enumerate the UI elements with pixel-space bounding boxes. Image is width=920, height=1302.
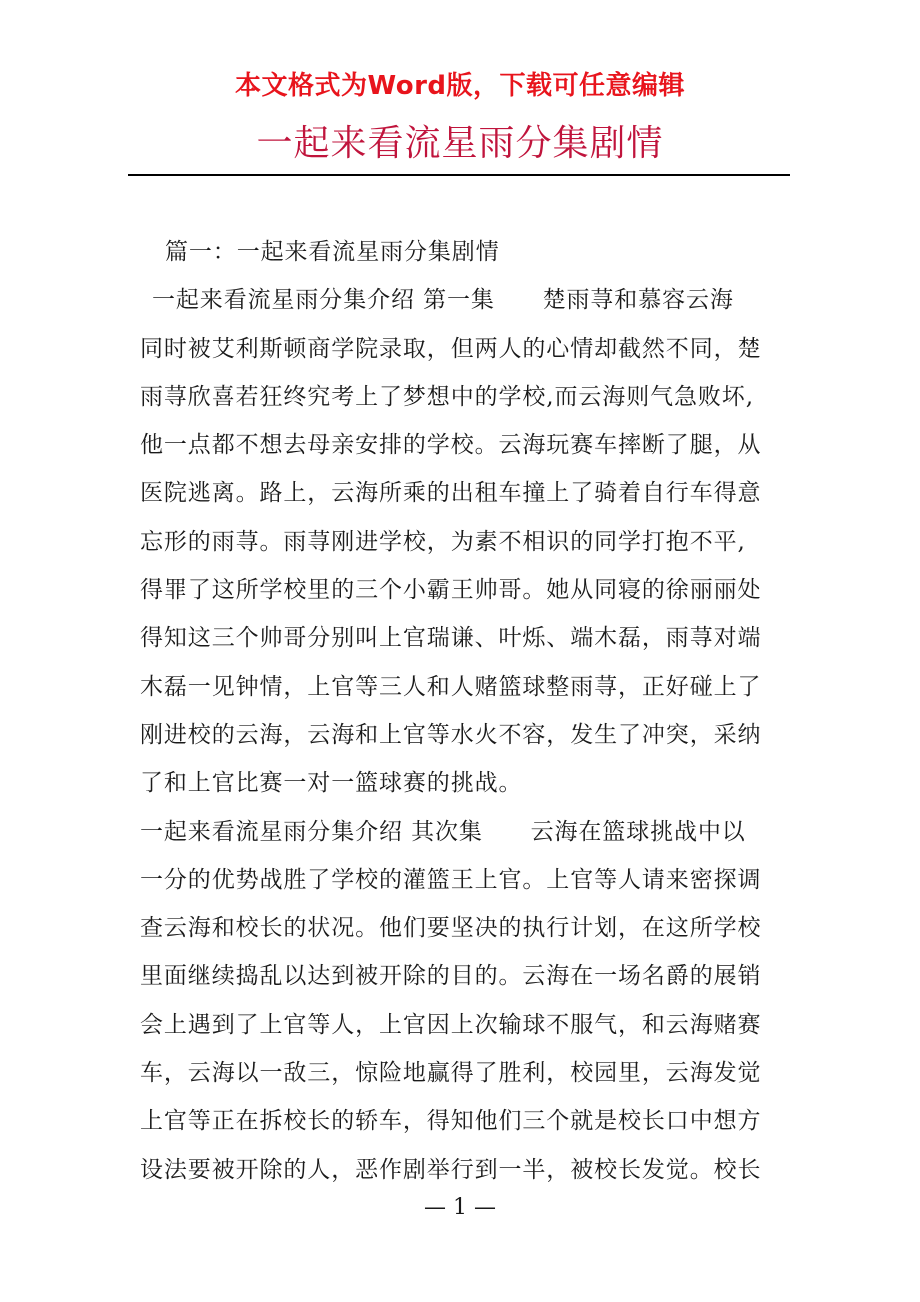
text-line: 得罪了这所学校里的三个小霸王帅哥。她从同寝的徐丽丽处	[140, 577, 762, 604]
text-line: 设法要被开除的人，恶作剧举行到一半，被校长发觉。校长	[140, 1156, 762, 1183]
text-line: 会上遇到了上官等人，上官因上次输球不服气，和云海赌赛	[140, 1011, 762, 1038]
text-line: 木磊一见钟情，上官等三人和人赌篮球整雨荨，正好碰上了	[140, 673, 762, 700]
document-title: 一起来看流星雨分集剧情	[256, 123, 664, 164]
text-line: 查云海和校长的状况。他们要坚决的执行计划，在这所学校	[140, 915, 762, 942]
text-line: 医院逃离。路上，云海所乘的出租车撞上了骑着自行车得意	[140, 480, 762, 507]
text-line: 刚进校的云海，云海和上官等水火不容，发生了冲突，采纳	[140, 721, 762, 748]
text-line: 雨荨欣喜若狂终究考上了梦想中的学校,而云海则气急败坏,	[140, 383, 754, 410]
episode-1-intro-line: 一起来看流星雨分集介绍 第一集 楚雨荨和慕容云海	[152, 287, 734, 314]
text-line: 忘形的雨荨。雨荨刚进学校，为素不相识的同学打抱不平,	[140, 528, 746, 555]
text-line: 车，云海以一敌三，惊险地赢得了胜利，校园里，云海发觉	[140, 1060, 762, 1087]
text-line: 了和上官比赛一对一篮球赛的挑战。	[140, 770, 523, 797]
text-line: 同时被艾利斯顿商学院录取，但两人的心情却截然不同，楚	[140, 335, 762, 362]
page-number: — 1 —	[424, 1195, 496, 1220]
document-body	[140, 228, 780, 1194]
format-notice: 本文格式为Word版，下载可任意编辑	[234, 71, 686, 101]
title-divider	[128, 174, 790, 176]
text-line: 得知这三个帅哥分别叫上官瑞谦、叶烁、端木磊，雨荨对端	[140, 625, 762, 652]
text-line: 上官等正在拆校长的轿车，得知他们三个就是校长口中想方	[140, 1108, 762, 1135]
text-line: 他一点都不想去母亲安排的学校。云海玩赛车摔断了腿，从	[140, 432, 762, 459]
text-line: 里面继续捣乱以达到被开除的目的。云海在一场名爵的展销	[140, 963, 762, 990]
section-heading: 篇一：一起来看流星雨分集剧情	[165, 239, 500, 265]
episode-2-intro-line: 一起来看流星雨分集介绍 其次集 云海在篮球挑战中以	[140, 818, 746, 845]
text-line: 一分的优势战胜了学校的灌篮王上官。上官等人请来密探调	[140, 866, 762, 893]
